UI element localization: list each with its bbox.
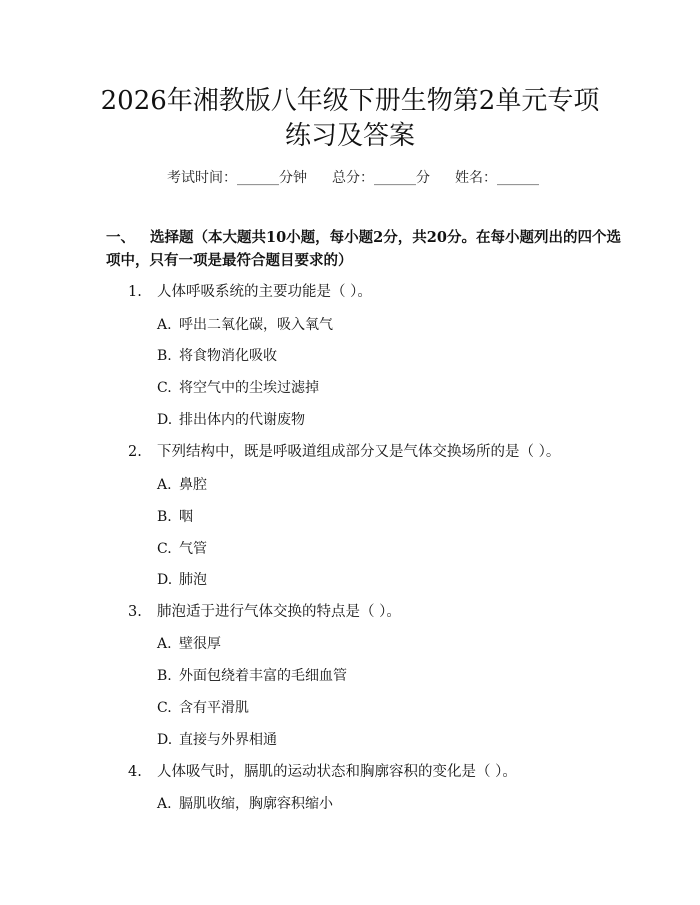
- option-text: 肺泡: [179, 572, 207, 588]
- document-title-line-1: 2026年湘教版八年级下册生物第2单元专项: [100, 86, 600, 116]
- question-3-option-c: [157, 698, 249, 718]
- section-instructions-line-1: 选择题（本大题共10小题，每小题2分，共20分。在每小题列出的四个选: [150, 229, 621, 246]
- option-letter: A.: [157, 796, 172, 812]
- section-heading-continued: [106, 251, 626, 271]
- option-text: 壁很厚: [179, 636, 221, 652]
- option-letter: B.: [157, 509, 172, 525]
- question-2-option-c: [157, 539, 207, 559]
- question-number: 4.: [128, 764, 142, 780]
- option-text: 将空气中的尘埃过滤掉: [179, 380, 319, 396]
- option-text: 呼出二氧化碳，吸入氧气: [179, 317, 333, 333]
- question-4-option-a: [157, 794, 333, 814]
- option-letter: D.: [157, 572, 173, 588]
- total-score-field: 总分：______分: [332, 170, 430, 186]
- question-text: 人体吸气时，膈肌的运动状态和胸廓容积的变化是（ ）。: [157, 764, 517, 780]
- section-instructions-line-2: 项中，只有一项是最符合题目要求的）: [106, 252, 353, 269]
- option-letter: A.: [157, 477, 172, 493]
- option-text: 气管: [179, 541, 207, 557]
- question-4: [128, 762, 517, 782]
- option-text: 直接与外界相通: [179, 732, 277, 748]
- section-number: 一、: [106, 229, 135, 246]
- question-3: [128, 602, 401, 622]
- question-3-option-b: [157, 666, 347, 686]
- option-letter: B.: [157, 668, 172, 684]
- option-text: 鼻腔: [179, 477, 207, 493]
- question-3-option-d: [157, 730, 277, 750]
- option-letter: C.: [157, 380, 172, 396]
- section-heading: [106, 228, 626, 248]
- option-letter: A.: [157, 636, 172, 652]
- question-2-option-a: [157, 475, 207, 495]
- question-number: 3.: [128, 604, 142, 620]
- option-text: 咽: [179, 509, 193, 525]
- question-3-option-a: [157, 634, 221, 654]
- option-text: 外面包绕着丰富的毛细血管: [179, 668, 347, 684]
- option-letter: D.: [157, 412, 173, 428]
- question-2: [128, 442, 560, 462]
- option-letter: B.: [157, 348, 172, 364]
- question-text: 下列结构中，既是呼吸道组成部分又是气体交换场所的是（ ）。: [157, 444, 561, 460]
- question-1-option-d: [157, 410, 305, 430]
- option-letter: A.: [157, 317, 172, 333]
- question-1-option-c: [157, 378, 319, 398]
- document-title-line-2: 练习及答案: [284, 121, 415, 151]
- exam-time-field: 考试时间：______分钟: [167, 170, 307, 186]
- option-text: 将食物消化吸收: [179, 348, 277, 364]
- question-2-option-b: [157, 507, 193, 527]
- question-number: 2.: [128, 444, 142, 460]
- question-text: 人体呼吸系统的主要功能是（ ）。: [157, 284, 372, 300]
- question-2-option-d: [157, 570, 207, 590]
- option-letter: C.: [157, 541, 172, 557]
- question-1-option-a: [157, 315, 333, 335]
- question-1-option-b: [157, 346, 277, 366]
- name-field: 姓名：______: [455, 170, 539, 186]
- option-text: 含有平滑肌: [179, 700, 249, 716]
- option-text: 膈肌收缩，胸廓容积缩小: [179, 796, 333, 812]
- option-letter: D.: [157, 732, 173, 748]
- option-text: 排出体内的代谢废物: [179, 412, 305, 428]
- question-number: 1.: [128, 284, 142, 300]
- question-1: [128, 282, 372, 302]
- question-text: 肺泡适于进行气体交换的特点是（ ）。: [157, 604, 401, 620]
- option-letter: C.: [157, 700, 172, 716]
